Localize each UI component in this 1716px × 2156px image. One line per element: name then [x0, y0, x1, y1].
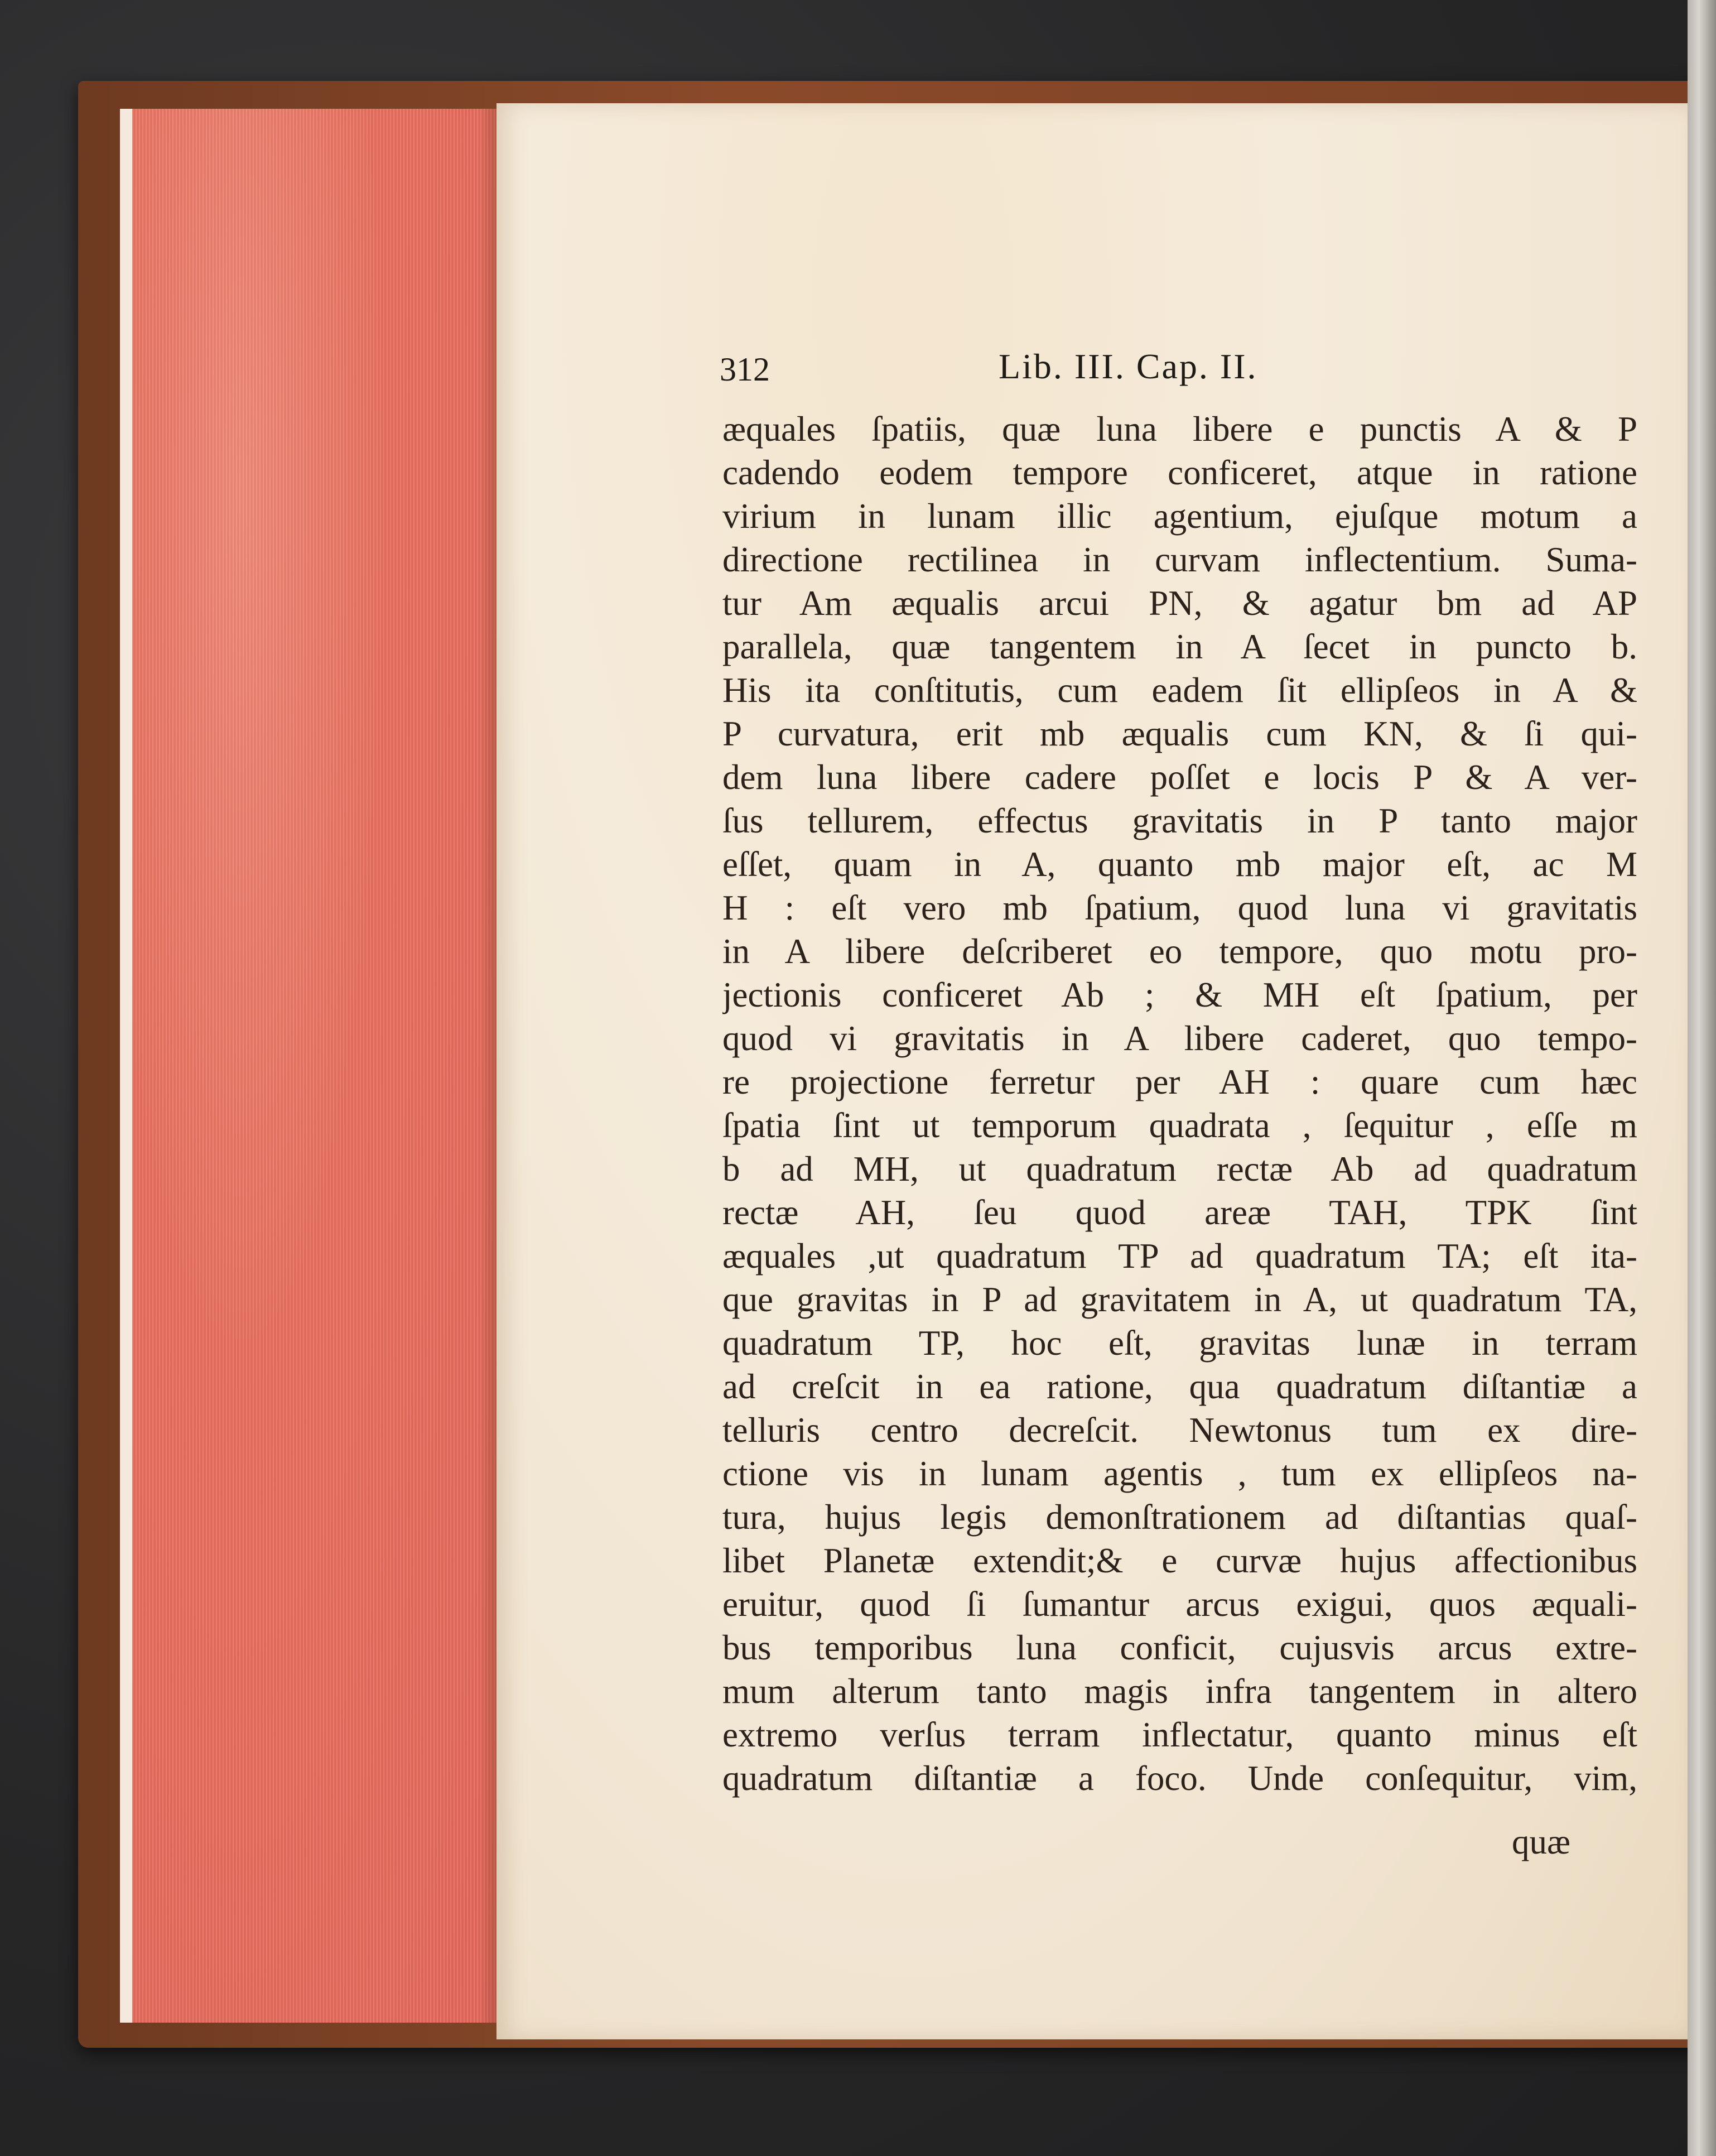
text-line: H : eſt vero mb ſpatium, quod luna vi gravitatis [722, 888, 1637, 927]
text-line: quadratum diſtantiæ a foco. Unde conſequitur, vim, [722, 1759, 1637, 1798]
text-line: eſſet, quam in A, quanto mb major eſt, ac M [722, 845, 1637, 884]
text-line: libet Planetæ extendit;& e curvæ hujus affectionibus [722, 1541, 1637, 1580]
text-line: quadratum TP, hoc eſt, gravitas lunæ in terram [722, 1324, 1637, 1363]
running-head [720, 346, 1434, 396]
text-line: æquales ,ut quadratum TP ad quadratum TA; eſt ita- [722, 1236, 1637, 1276]
text-line: bus temporibus luna conficit, cujusvis arcus extre- [722, 1628, 1637, 1667]
text-line: tura, hujus legis demonſtrationem ad diſtantias quaſ- [722, 1498, 1637, 1537]
text-line: jectionis conficeret Ab ; & MH eſt ſpatium, per [722, 975, 1637, 1014]
text-line: dem luna libere cadere poſſet e locis P & A ver- [722, 758, 1637, 797]
catchword: quæ [1512, 1822, 1571, 1861]
text-line: parallela, quæ tangentem in A ſecet in puncto b. [722, 627, 1637, 666]
text-line: virium in lunam illic agentium, ejuſque motum a [722, 497, 1637, 536]
text-line: in A libere deſcriberet eo tempore, quo motu pro- [722, 932, 1637, 971]
text-line: His ita conſtitutis, cum eadem ſit ellipſeos in A & [722, 671, 1637, 710]
text-line: que gravitas in P ad gravitatem in A, ut quadratum TA, [722, 1280, 1637, 1319]
text-line: quod vi gravitatis in A libere caderet, quo tempo- [722, 1019, 1637, 1058]
text-line: directione rectilinea in curvam inflectentium. Suma- [722, 540, 1637, 579]
text-line: ctione vis in lunam agentis , tum ex ellipſeos na- [722, 1454, 1637, 1493]
body-text [722, 407, 1637, 1798]
text-line: ſus tellurem, effectus gravitatis in P tanto major [722, 801, 1637, 840]
facing-page-edge [1688, 0, 1716, 2156]
page-number: 312 [720, 351, 770, 388]
text-line: ſpatia ſint ut temporum quadrata , ſequitur , eſſe m [722, 1106, 1637, 1145]
text-line: extremo verſus terram inflectatur, quanto minus eſt [722, 1715, 1637, 1754]
page-edges [120, 109, 497, 2023]
text-line: ad creſcit in ea ratione, qua quadratum diſtantiæ a [722, 1367, 1637, 1406]
text-line: telluris centro decreſcit. Newtonus tum ex dire- [722, 1411, 1637, 1450]
text-line: rectæ AH, ſeu quod areæ TAH, TPK ſint [722, 1193, 1637, 1232]
chapter-reference: Lib. III. Cap. II. [999, 346, 1258, 386]
text-line: b ad MH, ut quadratum rectæ Ab ad quadratum [722, 1149, 1637, 1188]
text-line: mum alterum tanto magis infra tangentem in altero [722, 1672, 1637, 1711]
text-line: P curvatura, erit mb æqualis cum KN, & ſi qui- [722, 714, 1637, 753]
text-line: re projectione ferretur per AH : quare cum hæc [722, 1062, 1637, 1101]
text-line: eruitur, quod ſi ſumantur arcus exigui, quos æquali- [722, 1585, 1637, 1624]
text-line: cadendo eodem tempore conficeret, atque in ratione [722, 453, 1637, 492]
text-line: æquales ſpatiis, quæ luna libere e punctis A & P [722, 410, 1637, 449]
text-line: tur Am æqualis arcui PN, & agatur bm ad AP [722, 584, 1637, 623]
